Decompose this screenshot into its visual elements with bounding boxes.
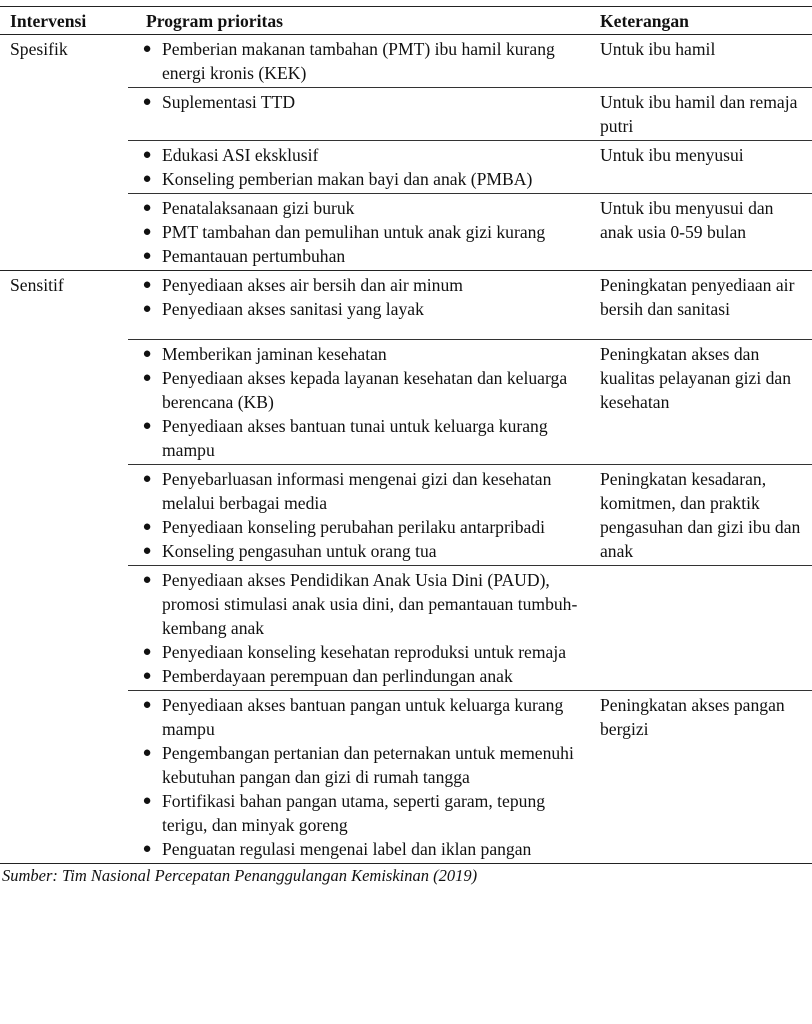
- bullet-icon: ●: [142, 248, 152, 264]
- list-item: [136, 664, 586, 688]
- cell-program: [128, 465, 594, 566]
- list-item-text: Penyediaan akses sanitasi yang layak: [162, 299, 424, 319]
- cell-keterangan: Untuk ibu menyusui: [594, 141, 812, 194]
- bullet-icon: ●: [142, 519, 152, 535]
- table-row: [0, 35, 812, 88]
- cell-program: [128, 340, 594, 465]
- cell-keterangan: Untuk ibu hamil dan remaja putri: [594, 88, 812, 141]
- bullet-icon: ●: [142, 200, 152, 216]
- table-row: [0, 465, 812, 566]
- bullet-icon: ●: [142, 346, 152, 362]
- list-item-text: Edukasi ASI eksklusif: [162, 145, 319, 165]
- table-row: [0, 691, 812, 864]
- cell-keterangan: Peningkatan akses pangan bergizi: [594, 691, 812, 864]
- source-caption: Sumber: Tim Nasional Percepatan Penanggulangan Kemiskinan (2019): [2, 866, 478, 885]
- bullet-icon: ●: [142, 543, 152, 559]
- program-list: [136, 693, 586, 861]
- cell-keterangan: Untuk ibu menyusui dan anak usia 0-59 bulan: [594, 194, 812, 271]
- list-item: [136, 196, 586, 220]
- cell-intervensi: Sensitif: [0, 271, 128, 340]
- bullet-icon: ●: [142, 668, 152, 684]
- bullet-icon: ●: [142, 224, 152, 240]
- cell-keterangan: Peningkatan kesadaran, komitmen, dan praktik pengasuhan dan gizi ibu dan anak: [594, 465, 812, 566]
- bullet-icon: ●: [142, 277, 152, 293]
- list-item: [136, 837, 586, 861]
- cell-intervensi: [0, 340, 128, 465]
- program-list: [136, 37, 586, 85]
- list-item: [136, 568, 586, 640]
- list-item: [136, 789, 586, 837]
- list-item-text: Penyediaan akses bantuan tunai untuk keluarga kurang mampu: [162, 416, 548, 460]
- table-row: [0, 566, 812, 691]
- bullet-icon: ●: [142, 370, 152, 386]
- list-item: [136, 220, 586, 244]
- list-item-text: Pemberdayaan perempuan dan perlindungan anak: [162, 666, 513, 686]
- table-row: [0, 340, 812, 465]
- list-item: [136, 539, 586, 563]
- list-item-text: Pemantauan pertumbuhan: [162, 246, 346, 266]
- list-item-text: Penguatan regulasi mengenai label dan iklan pangan: [162, 839, 532, 859]
- cell-program: [128, 141, 594, 194]
- bullet-icon: ●: [142, 94, 152, 110]
- list-item: [136, 37, 586, 85]
- bullet-icon: ●: [142, 572, 152, 588]
- table-row: [0, 271, 812, 340]
- table-row: [0, 194, 812, 271]
- list-item: [136, 90, 586, 114]
- cell-program: [128, 88, 594, 141]
- list-item: [136, 515, 586, 539]
- bullet-icon: ●: [142, 644, 152, 660]
- program-list: [136, 467, 586, 563]
- intervention-table: [0, 6, 812, 864]
- header-keterangan: Keterangan: [594, 7, 812, 35]
- list-item: [136, 143, 586, 167]
- cell-intervensi: [0, 465, 128, 566]
- bullet-icon: ●: [142, 745, 152, 761]
- header-intervensi: Intervensi: [0, 7, 128, 35]
- list-item-text: Penyediaan akses Pendidikan Anak Usia Dini (PAUD), promosi stimulasi anak usia dini, dan pemantauan tumbuh-kembang anak: [162, 570, 578, 638]
- cell-program: [128, 566, 594, 691]
- bullet-icon: ●: [142, 841, 152, 857]
- bullet-icon: ●: [142, 418, 152, 434]
- list-item: [136, 640, 586, 664]
- program-list: [136, 196, 586, 268]
- list-item-text: Konseling pengasuhan untuk orang tua: [162, 541, 437, 561]
- cell-program: [128, 194, 594, 271]
- list-item-text: PMT tambahan dan pemulihan untuk anak gizi kurang: [162, 222, 546, 242]
- list-item-text: Penyediaan konseling kesehatan reproduksi untuk remaja: [162, 642, 567, 662]
- list-item-text: Pengembangan pertanian dan peternakan untuk memenuhi kebutuhan pangan dan gizi di rumah tangga: [162, 743, 574, 787]
- cell-intervensi: [0, 194, 128, 271]
- list-item-text: Penyediaan akses kepada layanan kesehatan dan keluarga berencana (KB): [162, 368, 568, 412]
- list-item: [136, 167, 586, 191]
- list-item: [136, 741, 586, 789]
- table-row: [0, 88, 812, 141]
- list-item-text: Penyediaan akses bantuan pangan untuk keluarga kurang mampu: [162, 695, 564, 739]
- program-list: [136, 273, 586, 321]
- list-item: [136, 297, 586, 321]
- cell-intervensi: [0, 141, 128, 194]
- list-item-text: Memberikan jaminan kesehatan: [162, 344, 387, 364]
- list-item: [136, 467, 586, 515]
- list-item-text: Penyebarluasan informasi mengenai gizi dan kesehatan melalui berbagai media: [162, 469, 552, 513]
- cell-keterangan: [594, 566, 812, 691]
- table-row: [0, 141, 812, 194]
- bullet-icon: ●: [142, 697, 152, 713]
- list-item: [136, 366, 586, 414]
- program-list: [136, 143, 586, 191]
- bullet-icon: ●: [142, 147, 152, 163]
- cell-program: [128, 691, 594, 864]
- bullet-icon: ●: [142, 171, 152, 187]
- cell-keterangan: Peningkatan penyediaan air bersih dan sanitasi: [594, 271, 812, 340]
- cell-intervensi: [0, 691, 128, 864]
- list-item: [136, 414, 586, 462]
- list-item-text: Fortifikasi bahan pangan utama, seperti garam, tepung terigu, dan minyak goreng: [162, 791, 546, 835]
- cell-intervensi: Spesifik: [10, 39, 68, 59]
- list-item: [136, 693, 586, 741]
- bullet-icon: ●: [142, 793, 152, 809]
- cell-intervensi: [0, 566, 128, 691]
- list-item-text: Penatalaksanaan gizi buruk: [162, 198, 355, 218]
- bullet-icon: ●: [142, 41, 152, 57]
- table-body: [0, 35, 812, 864]
- list-item: [136, 244, 586, 268]
- bullet-icon: ●: [142, 301, 152, 317]
- table-header: [0, 7, 812, 35]
- header-program: Program prioritas: [128, 7, 594, 35]
- bullet-icon: ●: [142, 471, 152, 487]
- list-item-text: Pemberian makanan tambahan (PMT) ibu hamil kurang energi kronis (KEK): [162, 39, 555, 83]
- list-item-text: Penyediaan konseling perubahan perilaku antarpribadi: [162, 517, 546, 537]
- list-item-text: Suplementasi TTD: [162, 92, 296, 112]
- cell-keterangan: Peningkatan akses dan kualitas pelayanan gizi dan kesehatan: [594, 340, 812, 465]
- cell-program: [128, 35, 594, 88]
- program-list: [136, 90, 586, 114]
- cell-program: [128, 271, 594, 340]
- list-item: [136, 273, 586, 297]
- program-list: [136, 568, 586, 688]
- list-item-text: Konseling pemberian makan bayi dan anak (PMBA): [162, 169, 533, 189]
- list-item-text: Penyediaan akses air bersih dan air minum: [162, 275, 463, 295]
- cell-intervensi: [0, 88, 128, 141]
- cell-keterangan: Untuk ibu hamil: [600, 39, 716, 59]
- list-item: [136, 342, 586, 366]
- program-list: [136, 342, 586, 462]
